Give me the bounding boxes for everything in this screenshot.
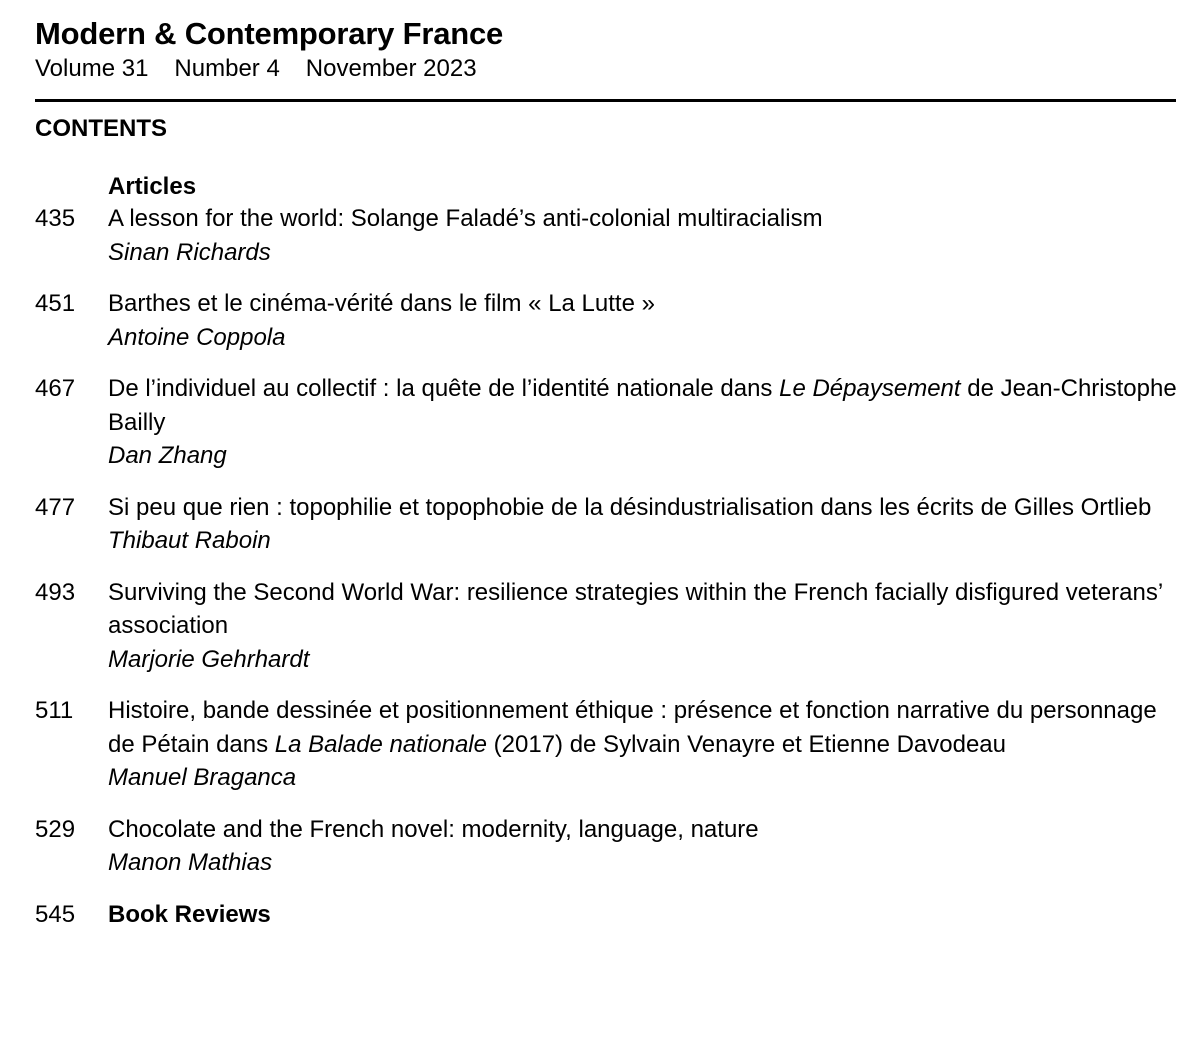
article-entry[interactable] (35, 576, 1180, 677)
page-number: 493 (35, 578, 76, 606)
entry-spacer (35, 473, 1180, 491)
article-entry[interactable] (35, 287, 1180, 354)
article-author: Manon Mathias (108, 849, 273, 876)
article-entry[interactable] (35, 813, 1180, 880)
article-author: Sinan Richards (108, 238, 271, 266)
article-title-italic-part: Le Dépaysement (779, 375, 961, 402)
article-title[interactable] (108, 372, 1180, 439)
volume: Volume 31 (35, 55, 149, 82)
book-reviews-label: Book Reviews (108, 900, 271, 928)
article-body (108, 372, 1180, 473)
entry-spacer (35, 269, 1180, 287)
article-title[interactable] (108, 202, 1180, 236)
entry-spacer (35, 558, 1180, 576)
issue-date: November 2023 (305, 55, 477, 82)
article-body (108, 287, 1180, 354)
page-number: 451 (35, 290, 76, 317)
contents-heading: CONTENTS (35, 115, 167, 142)
page-number: 511 (35, 697, 74, 724)
article-body (108, 813, 1180, 880)
section-heading-articles: Articles (108, 173, 197, 200)
article-title[interactable] (108, 576, 1180, 643)
article-title-part: Surviving the Second World War: resilience strategies within the French facially disfigured veterans’ association (108, 578, 1163, 639)
article-title-part: Barthes et le cinéma-vérité dans le film « La Lutte » (108, 290, 655, 317)
entry-spacer (35, 795, 1180, 813)
article-body (108, 694, 1180, 795)
article-title-part: Histoire, bande dessinée et positionnement éthique : présence et fonction narrative du personnage de Pétain dans (108, 697, 1157, 758)
entry-spacer (35, 354, 1180, 372)
article-title[interactable] (108, 813, 1180, 847)
page-number: 477 (35, 493, 76, 521)
article-title-part: de Jean-Christophe Bailly (108, 375, 1177, 436)
article-body (108, 491, 1180, 558)
article-entry[interactable] (35, 202, 1180, 269)
article-author: Manuel Braganca (108, 764, 297, 791)
issue-info (35, 52, 1180, 86)
issue-number: Number 4 (174, 55, 280, 82)
journal-title: Modern & Contemporary France (35, 16, 504, 51)
article-list (35, 202, 1180, 898)
article-title[interactable] (108, 287, 1180, 321)
article-entry[interactable] (35, 694, 1180, 795)
article-author: Thibaut Raboin (108, 527, 271, 554)
article-title-part: (2017) de Sylvain Venayre et Etienne Davodeau (486, 730, 1006, 758)
article-title-italic-part: La Balade nationale (274, 730, 487, 758)
page-number: 467 (35, 375, 76, 402)
article-author: Marjorie Gehrhardt (108, 645, 310, 673)
entry-spacer (35, 880, 1180, 898)
article-title[interactable] (108, 491, 1180, 525)
article-title-part: A lesson for the world: Solange Faladé’s anti-colonial multiracialism (108, 205, 823, 232)
article-author: Dan Zhang (108, 442, 227, 469)
article-title-part: Si peu que rien : topophilie et topophobie de la désindustrialisation dans les écrits de Gilles Ortlieb (108, 493, 1152, 521)
article-title[interactable] (108, 694, 1180, 761)
book-reviews-entry[interactable] (35, 898, 1180, 932)
entry-spacer (35, 676, 1180, 694)
article-entry[interactable] (35, 372, 1180, 473)
page-number: 545 (35, 900, 76, 928)
page-number: 435 (35, 205, 76, 232)
article-entry[interactable] (35, 491, 1180, 558)
article-body (108, 202, 1180, 269)
article-author: Antoine Coppola (108, 323, 286, 351)
article-body (108, 576, 1180, 677)
contents-page (35, 16, 1180, 931)
header-rule (35, 99, 1176, 102)
page-number: 529 (35, 815, 76, 843)
article-title-part: De l’individuel au collectif : la quête de l’identité nationale dans (108, 375, 780, 402)
article-title-part: Chocolate and the French novel: modernity, language, nature (108, 815, 759, 843)
